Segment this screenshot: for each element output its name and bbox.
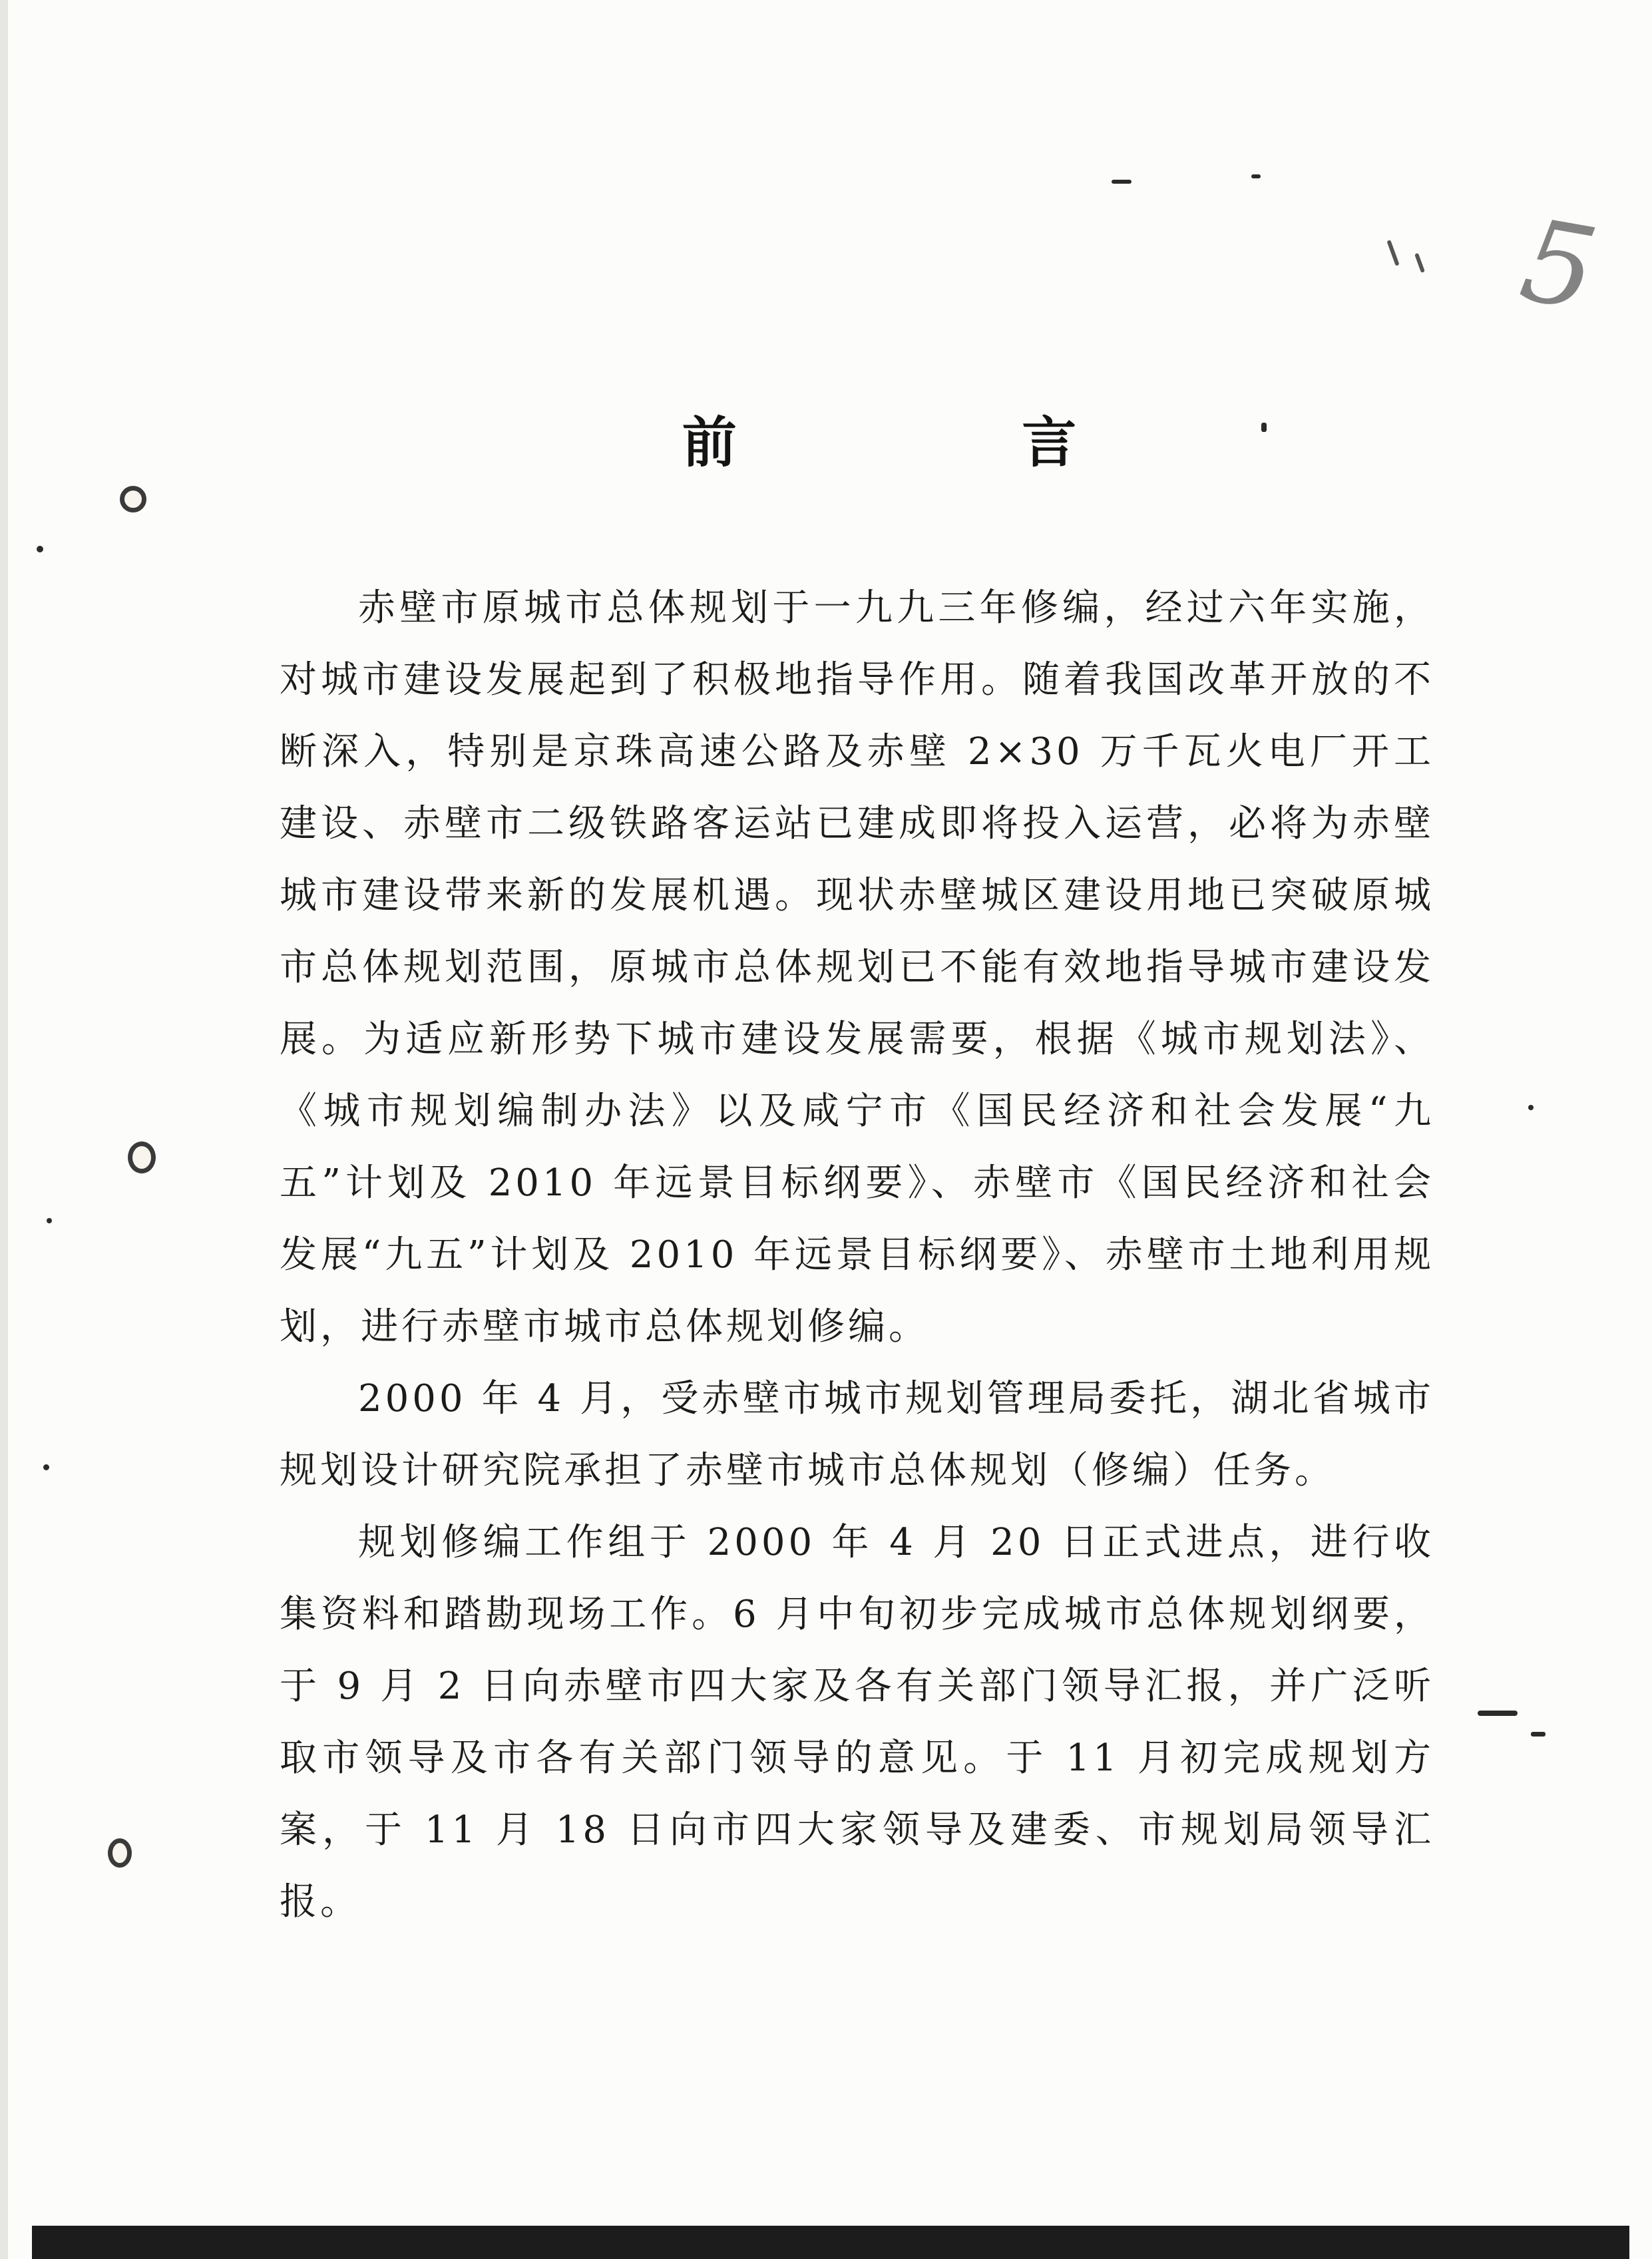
scan-speck [43,1464,49,1470]
paragraph-2: 2000 年 4 月，受赤壁市城市规划管理局委托，湖北省城市规划设计研究院承担了赤壁市城市总体规划（修编）任务。 [280,1377,1434,1492]
scan-speck [1112,180,1132,184]
scan-speck [1251,174,1261,178]
paragraph-1: 赤壁市原城市总体规划于一九九三年修编，经过六年实施，对城市建设发展起到了积极地指导作用。随着我国改革开放的不断深入，特别是京珠高速公路及赤壁 2×30 万千瓦火电厂开工建设、赤壁市二级铁路客运站已建成即将投入运营，必将为赤壁城市建设带来新的发展机遇。现状赤壁城区建设用地已突破原城市总体规划范围，原城市总体规划已不能有效地指导城市建设发展。为适应新形势下城市建设发展需要，根据《城市规划法》、《城市规划编制办法》以及咸宁市《国民经济和社会发展“九五”计划及 2010 年远景目标纲要》、赤壁市《国民经济和社会发展“九五”计划及 2010 年远景目标纲要》、赤壁市土地利用规划，进行赤壁市城市总体规划修编。 [280,586,1434,1348]
scan-speck [1528,1105,1534,1110]
scan-speck [1261,423,1267,432]
scan-speck [1478,1711,1518,1716]
scan-bottom-bar [32,2226,1629,2259]
page-title: 前 言 [682,411,1210,475]
scan-speck [1386,240,1399,266]
binder-hole-top [120,486,146,513]
handwritten-page-number: 5 [1512,194,1606,337]
binder-hole-bottom [108,1838,132,1868]
document-body [280,572,1434,1938]
scan-speck [1531,1732,1546,1737]
scan-speck [37,546,43,552]
binder-hole-middle [128,1141,156,1173]
scan-edge-shadow [0,0,8,2259]
scan-speck [47,1218,52,1223]
scan-speck [1414,253,1425,273]
paragraph-3: 规划修编工作组于 2000 年 4 月 20 日正式进点，进行收集资料和踏勘现场工作。6 月中旬初步完成城市总体规划纲要，于 9 月 2 日向赤壁市四大家及各有关部门领导汇报，并广泛听取市领导及市各有关部门领导的意见。于 11 月初完成规划方案，于 11 月 18 日向市四大家领导及建委、市规划局领导汇报。 [280,1521,1434,1924]
